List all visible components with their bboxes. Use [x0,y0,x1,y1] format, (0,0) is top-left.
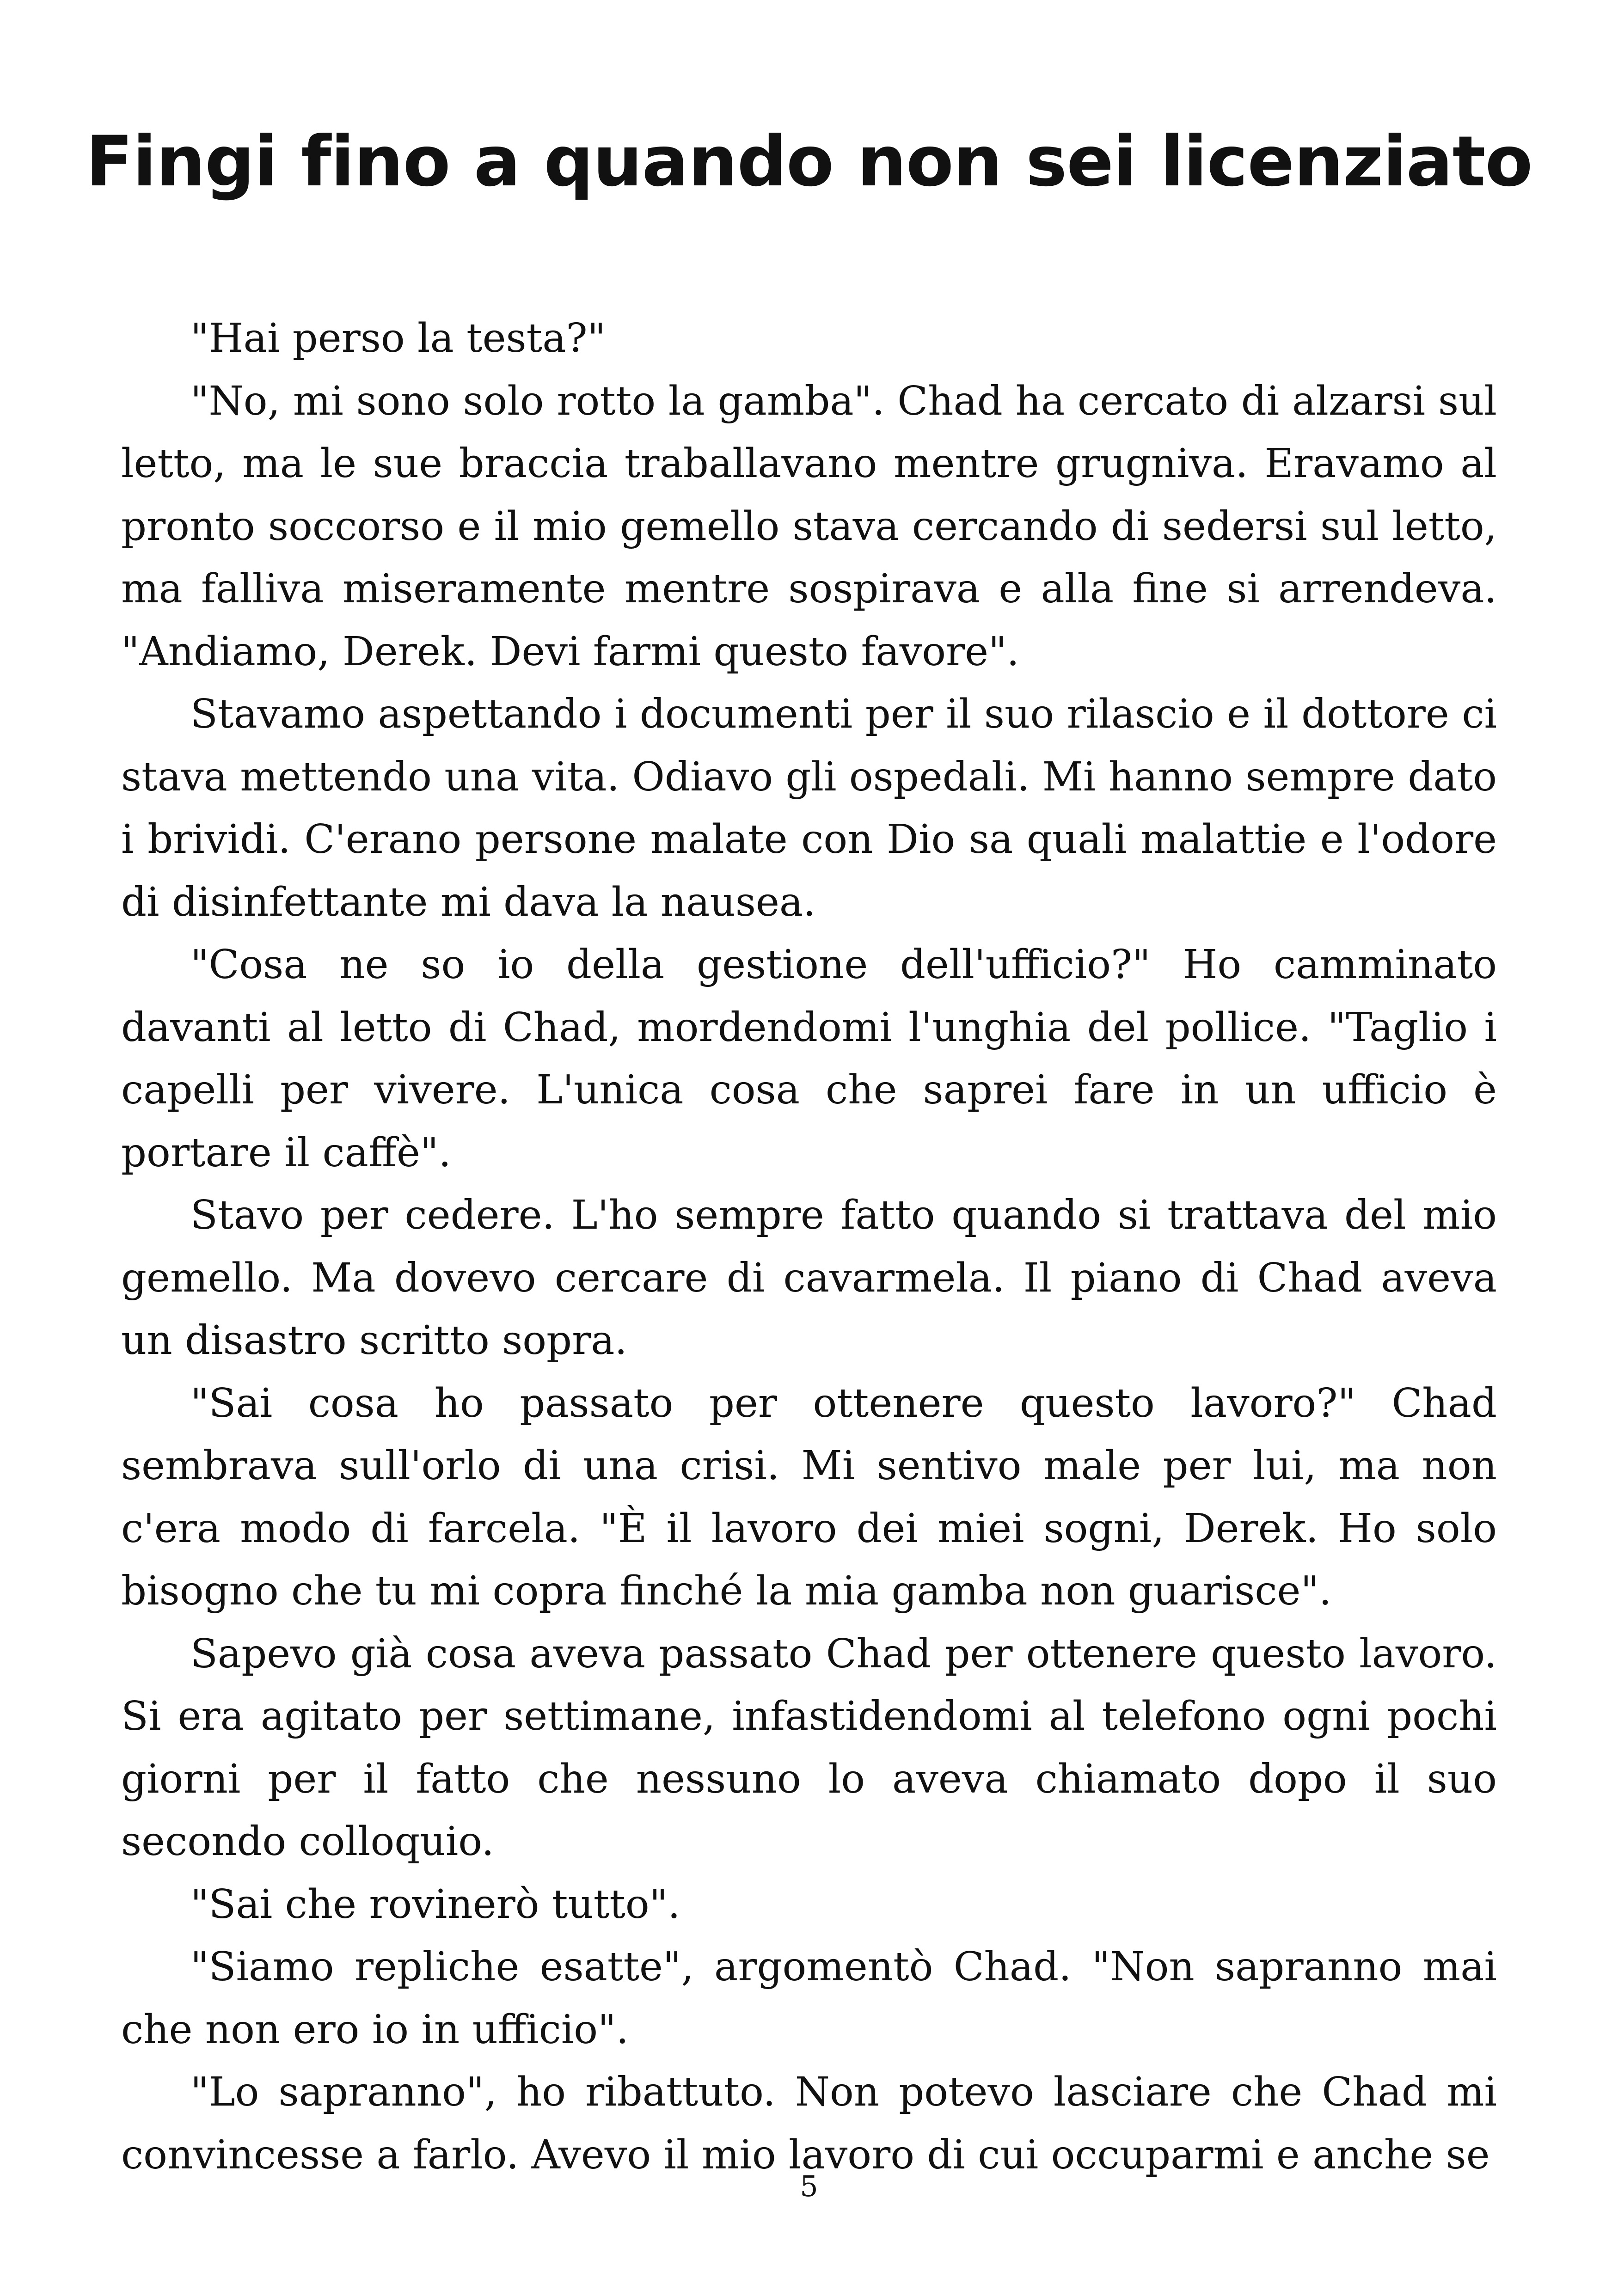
paragraph: "Hai perso la testa?" [190,315,606,361]
paragraph: Stavamo aspettando i documenti per il suo rilascio e il dottore ci stava mettendo una vita. Odiavo gli ospedali. Mi hanno sempre dato i brividi. C'erano persone malate con Dio sa quali malattie e l'odore di disinfettante mi dava la nausea. [121,691,1497,925]
chapter-title: Fingi fino a quando non sei licenziato [86,122,1532,202]
paragraph: "Siamo repliche esatte", argomentò Chad. "Non sapranno mai che non ero io in ufficio". [121,1944,1497,2053]
paragraph: "Cosa ne so io della gestione dell'ufficio?" Ho camminato davanti al letto di Chad, mordendomi l'unghia del pollice. "Taglio i capelli per vivere. L'unica cosa che saprei fare in un ufficio è portare il caffè". [121,942,1497,1176]
paragraph: "Lo sapranno", ho ribattuto. Non potevo lasciare che Chad mi convincesse a farlo. Avevo il mio lavoro di cui occuparmi e anche se [121,2069,1497,2178]
paragraph: "No, mi sono solo rotto la gamba". Chad ha cercato di alzarsi sul letto, ma le sue braccia traballavano mentre grugniva. Eravamo al pronto soccorso e il mio gemello stava cercando di sedersi sul letto, ma falliva miseramente mentre sospirava e alla fine si arrendeva. "Andiamo, Derek. Devi farmi questo favore". [121,378,1497,675]
paragraph: "Sai cosa ho passato per ottenere questo lavoro?" Chad sembrava sull'orlo di una crisi. Mi sentivo male per lui, ma non c'era modo di farcela. "È il lavoro dei miei sogni, Derek. Ho solo bisogno che tu mi copra finché la mia gamba non guarisce". [121,1380,1497,1614]
body-text [121,307,1497,2186]
paragraph: Stavo per cedere. L'ho sempre fatto quando si trattava del mio gemello. Ma dovevo cercare di cavarmela. Il piano di Chad aveva un disastro scritto sopra. [121,1192,1497,1364]
page-number: 5 [800,2169,818,2203]
paragraph: "Sai che rovinerò tutto". [190,1881,680,1928]
paragraph: Sapevo già cosa aveva passato Chad per ottenere questo lavoro. Si era agitato per settimane, infastidendomi al telefono ogni pochi giorni per il fatto che nessuno lo aveva chiamato dopo il suo secondo colloquio. [121,1630,1497,1865]
